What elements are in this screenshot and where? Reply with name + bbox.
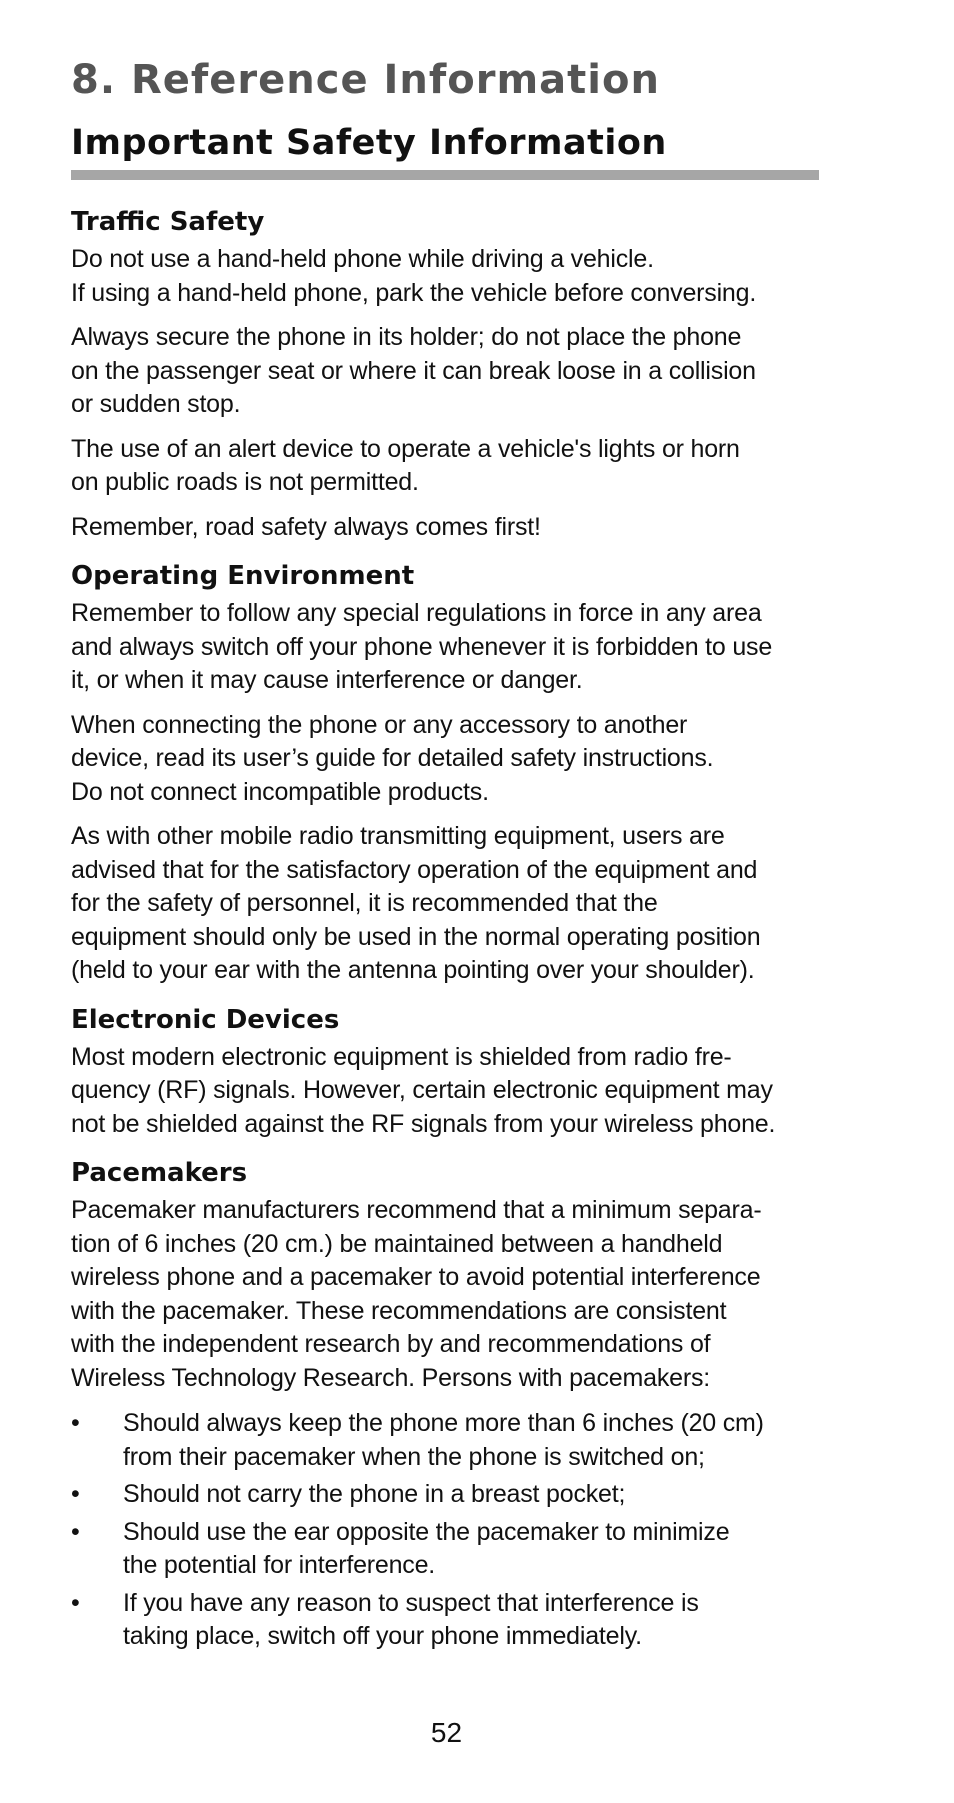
text-line: or sudden stop. [71, 390, 241, 418]
text-line: wireless phone and a pacemaker to avoid potential interference [71, 1263, 761, 1291]
paragraph [71, 243, 831, 310]
text-line: advised that for the satisfactory operation of the equipment and [71, 855, 758, 884]
text-line: on the passenger seat or where it can break loose in a collision [71, 356, 756, 385]
paragraph [71, 597, 831, 698]
text-line: Should not carry the phone in a breast pocket; [123, 1480, 626, 1508]
text-line: on public roads is not permitted. [71, 468, 419, 496]
text-line: taking place, switch off your phone immediately. [123, 1622, 642, 1650]
text-line: and always switch off your phone whenever it is forbidden to use [71, 632, 773, 661]
text-line: the potential for interference. [123, 1551, 436, 1579]
list-item [71, 1516, 831, 1583]
text-line: (held to your ear with the antenna pointing over your shoulder). [71, 956, 755, 984]
paragraph [71, 820, 831, 988]
text-line: Do not connect incompatible products. [71, 777, 489, 806]
bullet-icon: • [71, 1480, 80, 1508]
text-line: Remember to follow any special regulations in force in any area [71, 599, 762, 627]
text-line: If you have any reason to suspect that interference is [123, 1588, 699, 1617]
chapter-title: 8. Reference Information [71, 57, 660, 103]
list-item [71, 1587, 831, 1654]
text-line: Remember, road safety always comes first! [71, 512, 541, 541]
text-line: with the independent research by and recommendations of [71, 1330, 711, 1358]
text-line: it, or when it may cause interference or danger. [71, 666, 583, 694]
text-line: with the pacemaker. These recommendations are consistent [71, 1296, 727, 1325]
text-line: not be shielded against the RF signals from your wireless phone. [71, 1109, 776, 1138]
text-line: When connecting the phone or any accessory to another [71, 710, 688, 739]
text-line: quency (RF) signals. However, certain electronic equipment may [71, 1076, 773, 1104]
text-line: Do not use a hand-held phone while driving a vehicle. [71, 245, 654, 273]
paragraph [71, 1041, 831, 1142]
text-line: from their pacemaker when the phone is switched on; [123, 1442, 705, 1471]
section-heading: Electronic Devices [71, 1004, 340, 1035]
text-line: tion of 6 inches (20 cm.) be maintained between a handheld [71, 1229, 723, 1258]
section-traffic-safety [71, 205, 831, 544]
bullet-icon: • [71, 1409, 80, 1437]
bullet-list [71, 1407, 831, 1654]
bullet-icon: • [71, 1588, 80, 1617]
paragraph [71, 1194, 831, 1395]
text-line: equipment should only be used in the normal operating position [71, 922, 761, 951]
page-body [71, 56, 831, 1654]
section-heading: Pacemakers [71, 1158, 248, 1188]
text-line: Pacemaker manufacturers recommend that a minimum separa- [71, 1196, 762, 1224]
section-heading: Traffic Safety [71, 207, 265, 237]
text-line: Should always keep the phone more than 6 inches (20 cm) [123, 1409, 764, 1437]
section-operating-environment [71, 559, 831, 988]
list-item [71, 1407, 831, 1474]
text-line: If using a hand-held phone, park the vehicle before conversing. [71, 278, 757, 307]
text-line: device, read its user’s guide for detailed safety instructions. [71, 744, 714, 772]
paragraph [71, 511, 831, 545]
text-line: Always secure the phone in its holder; do not place the phone [71, 323, 742, 351]
text-line: The use of an alert device to operate a vehicle's lights or horn [71, 434, 740, 463]
text-line: Should use the ear opposite the pacemaker to minimize [123, 1517, 730, 1546]
text-line: As with other mobile radio transmitting equipment, users are [71, 822, 725, 850]
bullet-icon: • [71, 1517, 80, 1546]
page-number: 52 [430, 1717, 463, 1748]
section-title: Important Safety Information [71, 123, 667, 163]
text-line: Wireless Technology Research. Persons with pacemakers: [71, 1363, 711, 1392]
text-line: for the safety of personnel, it is recommended that the [71, 889, 658, 917]
section-pacemakers [71, 1156, 831, 1654]
content [71, 205, 831, 1654]
text-line: Most modern electronic equipment is shielded from radio fre- [71, 1042, 732, 1071]
section-heading: Operating Environment [71, 561, 415, 591]
list-item [71, 1478, 831, 1512]
title-divider [71, 170, 819, 180]
section-electronic-devices [71, 1003, 831, 1142]
paragraph [71, 433, 831, 500]
paragraph [71, 709, 831, 810]
paragraph [71, 321, 831, 422]
